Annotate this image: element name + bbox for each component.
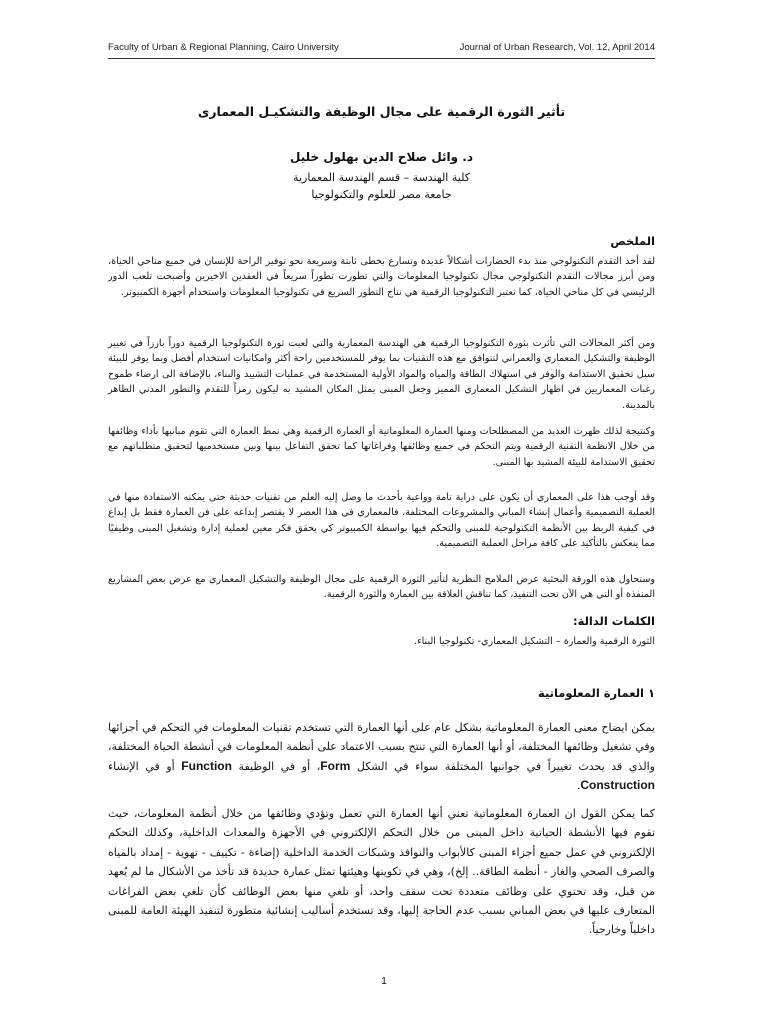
abstract-paragraph-3: وكنتيجة لذلك ظهرت العديد من المصطلحات ومنها العمارة المعلوماتية أو العمارة الرقمية وهي نمط العمارة التي تقوم مبانيها بأداء وظائفها من خلال الانظمة التقنية الرقمية ويتم التحكم في جميع وظائفها وفراغاتها كما تحقق التفاعل بينها وبين مستخدميها لتحقيق متطلباتهم مع تحقيق الاستدامة للبيئة المشيد بها المبنى. (108, 426, 655, 468)
section-1-p1-part-a: يمكن ايضاح معنى العمارة المعلوماتية بشكل عام على أنها العمارة التي تستخدم تقنيات المعلومات في التحكم في أجزائها وفي تشغيل وظائفها المختلفة، أو أنها العمارة التي تنتج بسبب الاعتماد على أنظمة المعلومات في أنشطة الحياة المختلفة، والذي قد يحدث تغييراً في جوانبها المختلفة سواء في الشكل (108, 721, 655, 773)
author-name: د. وائل صلاح الدين بهلول خليل (289, 150, 474, 164)
abstract-paragraph-5: وستحاول هذه الورقة البحثية عرض الملامح النظرية لتأثير الثورة الرقمية على مجال الوظيفة والتشكيل المعماري مع عرض بعض المشاريع المنفذة أو التي هي الآن تحت التنفيذ، كما تناقش العلاقة بين العمارة والثورة الرقمية. (108, 574, 655, 601)
section-1-paragraph-1 (108, 718, 655, 796)
section-1-paragraph-2: كما يمكن القول ان العمارة المعلوماتية تعني أنها العمارة التي تعمل وتؤدي وظائفها من خلال أنظمة المعلومات، حيث تقوم فيها الأنشطة الحياتية داخل المبنى من خلال التحكم الإلكتروني في الأجهزة والمعدات الداخلية، وكذلك التحكم الإلكتروني في عمل جميع أجزاء المبنى كالأبواب والنوافذ وشبكات الخدمة الداخلية (إضاءة - تكييف - تهوية - إمداد بالمياه والصرف الصحي والغاز - أنظمة الطاقة.. إلخ)، وهي في تكوينها وهيئتها تمثل عمارة جديدة قد تأخذ من الأشكال ما لم يُعهد من قبل، وقد تحتوي على وظائف متعددة تحت سقف واحد، أو تلغي منها بعض الوظائف كأن تلغي بعض الفراغات المتعارف عليها في بعض المباني بسبب عدم الحاجة إليها، وقد تستخدم أساليب إنشائية متطورة لتنفيذ الهيئة العامة للمبنى داخلياً وخارجياً. (108, 807, 655, 937)
abstract-heading: الملخص (610, 234, 655, 248)
affiliation-department: كلية الهندسة – قسم الهندسة المعمارية (293, 171, 470, 184)
abstract-paragraph-4: وقد أوجب هذا على المعماري أن يكون على دراية تامة وواعية بأحدث ما وصل إليه العلم من تقنيات حديثة حتى يمكنه الاستفادة منها في العملية التصميمية وأعمال إنشاء المباني والمشروعات المختلفة، فالمعماري في هذا العصر لا يقتصر إبداعه على فن العمارة فقط بل إبداع في كيفية الربط بين الأنظمة التكنولوجية للمبنى والتحكم فيها بواسطة الكمبيوتر كي يحقق فكر معين لعملية إدارة وتشغيل المبنى وظيفيًا مما ينعكس بالتأكيد على كافة مراحل العملية التصميمية. (108, 492, 655, 550)
abstract-paragraph-2: ومن أكثر المجالات التي تأثرت بثورة التكنولوجيا الرقمية هي الهندسة المعمارية والتي لعبت ثورة التكنولوجيا الرقمية دوراً بارزاً في تغيير الوظيفة والتشكيل المعماري والعمراني لتتوافق مع هذه التقنيات بما يوفر للمستخدمين راحة أكثر وامكانيات استخدام أفضل وبما يوفر للبيئة سبل تحقيق الاستدامة والوفر في استهلاك الطاقة والمياه والمواد الأولية المستخدمة في عمليات التشييد والبناء، بالإضافة الى ارضاء طموح رغبات المعماريين في اظهار التشكيل المعماري المميز وجعل المبنى يمثل المكان المشيد به ليكون رمزاً للتقدم والتطور المدني الظاهر بالمدينة. (108, 338, 655, 411)
header-faculty: Faculty of Urban & Regional Planning, Cairo University (108, 42, 339, 53)
term-function: Function (181, 758, 232, 773)
header-rule (108, 58, 655, 59)
term-construction: Construction (580, 778, 655, 793)
keywords-text: الثورة الرقمية والعمارة – التشكيل المعماري- تكنولوجيا البناء. (414, 636, 655, 647)
running-header (108, 42, 655, 56)
header-journal: Journal of Urban Research, Vol. 12, April 2014 (459, 42, 655, 53)
section-1-p1-part-b: ، أو في الوظيفة (238, 759, 321, 773)
affiliation-university: جامعة مصر للعلوم والتكنولوجيا (311, 188, 452, 201)
paper-title: تأثير الثورة الرقمية على مجال الوظيفة والتشكيـل المعمارى (197, 104, 566, 119)
page-number: 1 (381, 976, 387, 987)
section-1-p1-part-d: . (576, 779, 581, 793)
section-1-heading: ١ العمارة المعلوماتية (537, 686, 655, 700)
keywords-heading: الكلمات الدالة: (573, 614, 655, 628)
term-form: Form (320, 758, 351, 773)
section-1-p1-part-c: أو في الإنشاء (108, 759, 175, 773)
abstract-paragraph-1: لقد أخذ التقدم التكنولوجي منذ بدء الحضارات أشكالاً عديدة وتسارع بخطى ثابتة وسريعة نحو توفير الراحة للإنسان في جميع مناحي الحياة، ومن أبرز مجالات التقدم التكنولوجي مجال تكنولوجيا المعلومات والتي تطورت تطوراً سريعاً في العقدين الاخيرين وأصبحت تلعب الدور الرئيسي في كل مناحي الحياة، كما تعتبر التكنولوجيا الرقمية هي نتاج التطور السريع في تكنولوجيا المعلومات واستخدام أجهزة الكمبيوتر. (108, 256, 655, 298)
